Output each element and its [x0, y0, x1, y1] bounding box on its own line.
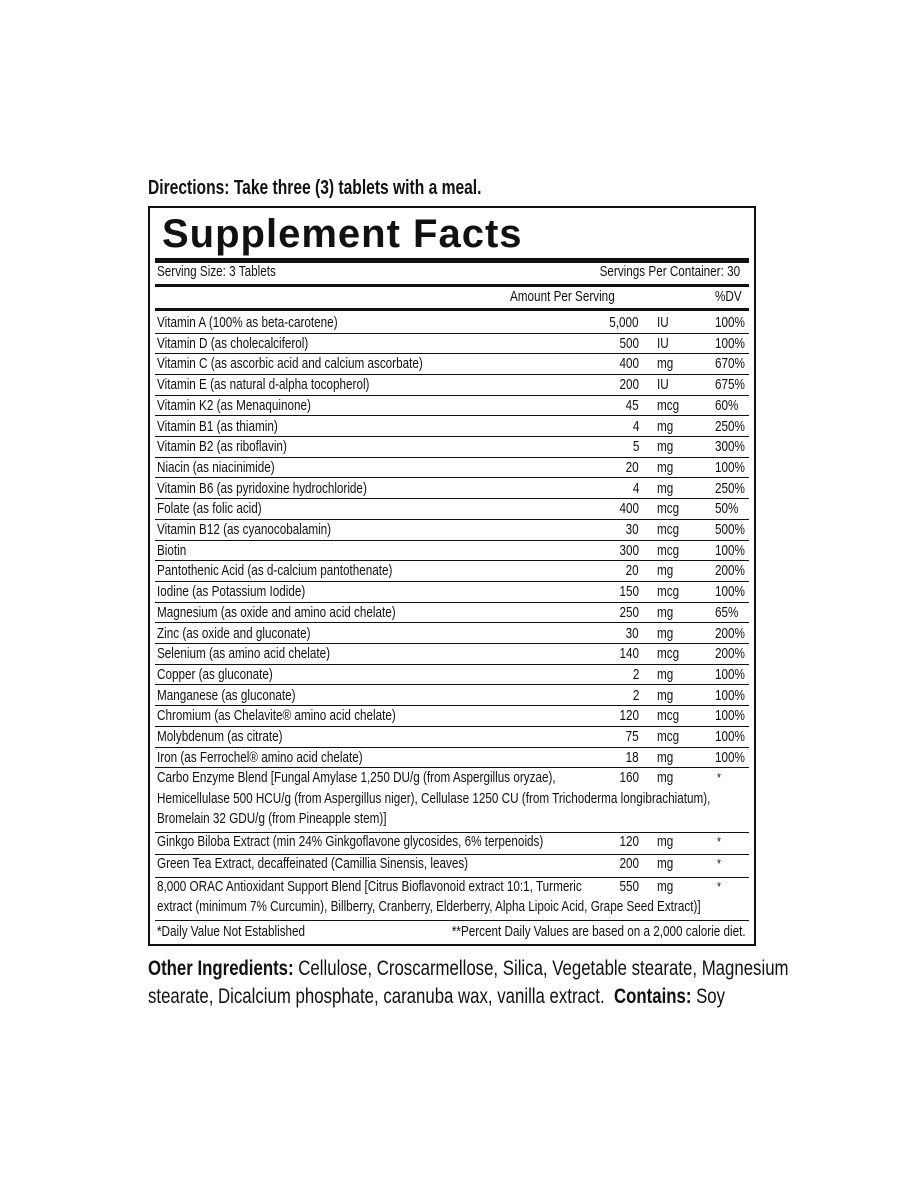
nutrient-amount: 150: [619, 583, 639, 601]
nutrient-row: [155, 519, 749, 541]
nutrient-row: [155, 457, 749, 479]
nutrient-name: Zinc (as oxide and gluconate): [157, 624, 311, 642]
nutrient-unit: mcg: [657, 645, 680, 663]
nutrient-name: Niacin (as niacinimide): [157, 458, 275, 476]
nutrient-dv: 100%: [715, 728, 745, 745]
nutrient-dv: 250%: [715, 479, 745, 497]
nutrient-unit: mg: [657, 686, 674, 704]
nutrient-row: [155, 436, 749, 458]
nutrient-name: Selenium (as amino acid chelate): [157, 645, 330, 663]
other-ingredients-line2: stearate, Dicalcium phosphate, caranuba wax, vanilla extract.: [148, 985, 605, 1008]
nutrient-name: Vitamin D (as cholecalciferol): [157, 334, 309, 352]
amount-per-serving-header: Amount Per Serving: [510, 288, 615, 305]
blend-row: [155, 877, 749, 921]
directions-text: Directions: Take three (3) tablets with a meal.: [148, 177, 482, 199]
nutrient-amount: 300: [619, 541, 639, 559]
nutrient-unit: mcg: [657, 728, 680, 745]
nutrient-name: Vitamin K2 (as Menaquinone): [157, 396, 311, 414]
blend-line: extract (minimum 7% Curcumin), Billberry, Cranberry, Elderberry, Alpha Lipoic Acid, Grape Seed Extract)]: [157, 898, 701, 916]
blend-line: Hemicellulase 500 HCU/g (from Aspergillus niger), Cellulase 1250 CU (from Trichoderma longibrachiatum),: [157, 789, 711, 807]
blend-line: Ginkgo Biloba Extract (min 24% Ginkgoflavone glycosides, 6% terpenoids): [157, 832, 544, 850]
nutrient-row: [155, 374, 749, 396]
nutrient-row: [155, 333, 749, 355]
nutrient-name: Vitamin B2 (as riboflavin): [157, 438, 287, 456]
nutrient-amount: 200: [619, 376, 639, 394]
nutrient-name: Vitamin E (as natural d-alpha tocopherol): [157, 376, 370, 394]
nutrient-row: [155, 685, 749, 707]
nutrient-unit: mcg: [657, 707, 680, 725]
nutrient-dv: 100%: [715, 707, 745, 725]
nutrient-unit: mg: [657, 748, 674, 766]
nutrient-name: Folate (as folic acid): [157, 500, 262, 518]
nutrient-amount: 20: [625, 562, 639, 580]
nutrient-unit: mg: [657, 479, 674, 497]
blend-unit: mg: [657, 832, 674, 850]
nutrient-unit: mg: [657, 458, 674, 476]
nutrient-dv: 100%: [715, 583, 745, 601]
nutrient-amount: 400: [619, 355, 639, 373]
blend-unit: mg: [657, 855, 674, 873]
nutrient-dv: 200%: [715, 562, 745, 580]
nutrient-row: [155, 478, 749, 500]
nutrient-unit: IU: [657, 334, 669, 352]
blend-line: Bromelain 32 GDU/g (from Pineapple stem)]: [157, 810, 387, 828]
nutrient-unit: mg: [657, 603, 674, 621]
nutrient-name: Molybdenum (as citrate): [157, 728, 283, 745]
nutrient-dv: 60%: [715, 396, 739, 414]
nutrient-name: Chromium (as Chelavite® amino acid chelate): [157, 707, 396, 725]
nutrient-dv: 200%: [715, 624, 745, 642]
nutrient-dv: 100%: [715, 334, 745, 352]
blend-line: Carbo Enzyme Blend [Fungal Amylase 1,250 DU/g (from Aspergillus oryzae),: [157, 769, 556, 787]
other-ingredients: [148, 955, 789, 1011]
nutrient-dv: 100%: [715, 314, 745, 331]
footnote-percent-daily: **Percent Daily Values are based on a 2,000 calorie diet.: [452, 923, 746, 940]
blend-dv: *: [717, 856, 721, 872]
blend-row: [155, 832, 749, 856]
nutrient-amount: 2: [632, 665, 639, 683]
nutrient-name: Vitamin B1 (as thiamin): [157, 417, 278, 435]
nutrient-amount: 5: [632, 438, 639, 456]
servings-per-container: Servings Per Container: 30: [599, 263, 740, 280]
blend-row: [155, 768, 749, 833]
blend-line: 8,000 ORAC Antioxidant Support Blend [Citrus Bioflavonoid extract 10:1, Turmeric: [157, 877, 582, 895]
blend-unit: mg: [657, 769, 674, 787]
nutrient-name: Biotin: [157, 541, 187, 559]
nutrient-amount: 30: [625, 521, 639, 538]
blend-dv: *: [717, 833, 721, 849]
nutrient-name: Vitamin B6 (as pyridoxine hydrochloride): [157, 479, 367, 497]
nutrient-row: [155, 747, 749, 769]
blend-row: [155, 854, 749, 878]
nutrient-dv: 675%: [715, 376, 745, 394]
nutrient-unit: mcg: [657, 500, 680, 518]
nutrient-amount: 30: [625, 624, 639, 642]
nutrient-amount: 4: [632, 479, 639, 497]
nutrient-name: Copper (as gluconate): [157, 665, 273, 683]
nutrient-dv: 100%: [715, 748, 745, 766]
nutrient-dv: 300%: [715, 438, 745, 456]
nutrient-amount: 20: [625, 458, 639, 476]
facts-title: Supplement Facts: [162, 212, 523, 256]
nutrient-dv: 50%: [715, 500, 739, 518]
serving-size: Serving Size: 3 Tablets: [157, 263, 276, 280]
nutrient-amount: 5,000: [609, 314, 639, 331]
dv-header: %DV: [715, 288, 742, 305]
nutrient-unit: mg: [657, 624, 674, 642]
nutrient-dv: 500%: [715, 521, 745, 538]
nutrient-row: [155, 602, 749, 624]
nutrient-unit: mcg: [657, 396, 680, 414]
nutrient-name: Vitamin C (as ascorbic acid and calcium ascorbate): [157, 355, 423, 373]
nutrient-amount: 500: [619, 334, 639, 352]
nutrient-amount: 140: [619, 645, 639, 663]
thick-rule-serving: [155, 284, 749, 287]
nutrient-dv: 100%: [715, 541, 745, 559]
contains-value: Soy: [691, 985, 726, 1008]
nutrient-row: [155, 560, 749, 582]
nutrient-name: Vitamin B12 (as cyanocobalamin): [157, 521, 332, 538]
nutrient-name: Manganese (as gluconate): [157, 686, 296, 704]
blend-dv: *: [717, 878, 721, 894]
supplement-facts-panel: [148, 206, 756, 946]
blend-unit: mg: [657, 877, 674, 895]
nutrient-row: [155, 726, 749, 748]
nutrient-row: [155, 623, 749, 645]
nutrient-unit: mg: [657, 562, 674, 580]
nutrient-unit: mg: [657, 355, 674, 373]
nutrient-dv: 65%: [715, 603, 739, 621]
nutrient-dv: 200%: [715, 645, 745, 663]
blend-amount: 120: [619, 832, 639, 850]
contains-label: Contains:: [613, 985, 692, 1008]
other-ingredients-line1: Cellulose, Croscarmellose, Silica, Vegetable stearate, Magnesium: [293, 957, 789, 980]
nutrient-unit: mg: [657, 438, 674, 456]
nutrient-amount: 18: [625, 748, 639, 766]
nutrient-amount: 250: [619, 603, 639, 621]
nutrient-amount: 2: [632, 686, 639, 704]
nutrient-name: Iodine (as Potassium Iodide): [157, 583, 306, 601]
nutrient-amount: 45: [625, 396, 639, 414]
blend-amount: 550: [619, 877, 639, 895]
nutrient-dv: 100%: [715, 686, 745, 704]
nutrient-dv: 670%: [715, 355, 745, 373]
nutrient-unit: mg: [657, 665, 674, 683]
nutrient-dv: 100%: [715, 665, 745, 683]
nutrient-row: [155, 498, 749, 520]
nutrient-dv: 100%: [715, 458, 745, 476]
nutrient-row: [155, 353, 749, 375]
nutrient-row: [155, 664, 749, 686]
nutrient-unit: mcg: [657, 583, 680, 601]
nutrient-row: [155, 705, 749, 727]
nutrient-row: [155, 540, 749, 562]
other-ingredients-label: Other Ingredients:: [148, 957, 294, 980]
nutrient-amount: 75: [625, 728, 639, 745]
nutrient-unit: IU: [657, 314, 669, 331]
nutrient-unit: mg: [657, 417, 674, 435]
thick-rule-header: [155, 308, 749, 311]
nutrient-unit: mcg: [657, 521, 680, 538]
nutrient-name: Iron (as Ferrochel® amino acid chelate): [157, 748, 363, 766]
footnote-daily-value: *Daily Value Not Established: [157, 923, 306, 940]
nutrient-row: [155, 416, 749, 438]
blend-amount: 200: [619, 855, 639, 873]
nutrient-name: Pantothenic Acid (as d-calcium pantothenate): [157, 562, 393, 580]
blend-line: Green Tea Extract, decaffeinated (Camillia Sinensis, leaves): [157, 855, 469, 873]
nutrient-name: Vitamin A (100% as beta-carotene): [157, 314, 338, 331]
nutrient-amount: 120: [619, 707, 639, 725]
nutrient-row: [155, 581, 749, 603]
blend-amount: 160: [619, 769, 639, 787]
nutrient-dv: 250%: [715, 417, 745, 435]
nutrient-row: [155, 643, 749, 665]
nutrient-amount: 400: [619, 500, 639, 518]
nutrient-unit: mcg: [657, 541, 680, 559]
nutrient-unit: IU: [657, 376, 669, 394]
nutrient-amount: 4: [632, 417, 639, 435]
nutrient-row: [155, 312, 749, 334]
nutrient-name: Magnesium (as oxide and amino acid chelate): [157, 603, 396, 621]
blend-dv: *: [717, 770, 721, 786]
nutrient-row: [155, 395, 749, 417]
